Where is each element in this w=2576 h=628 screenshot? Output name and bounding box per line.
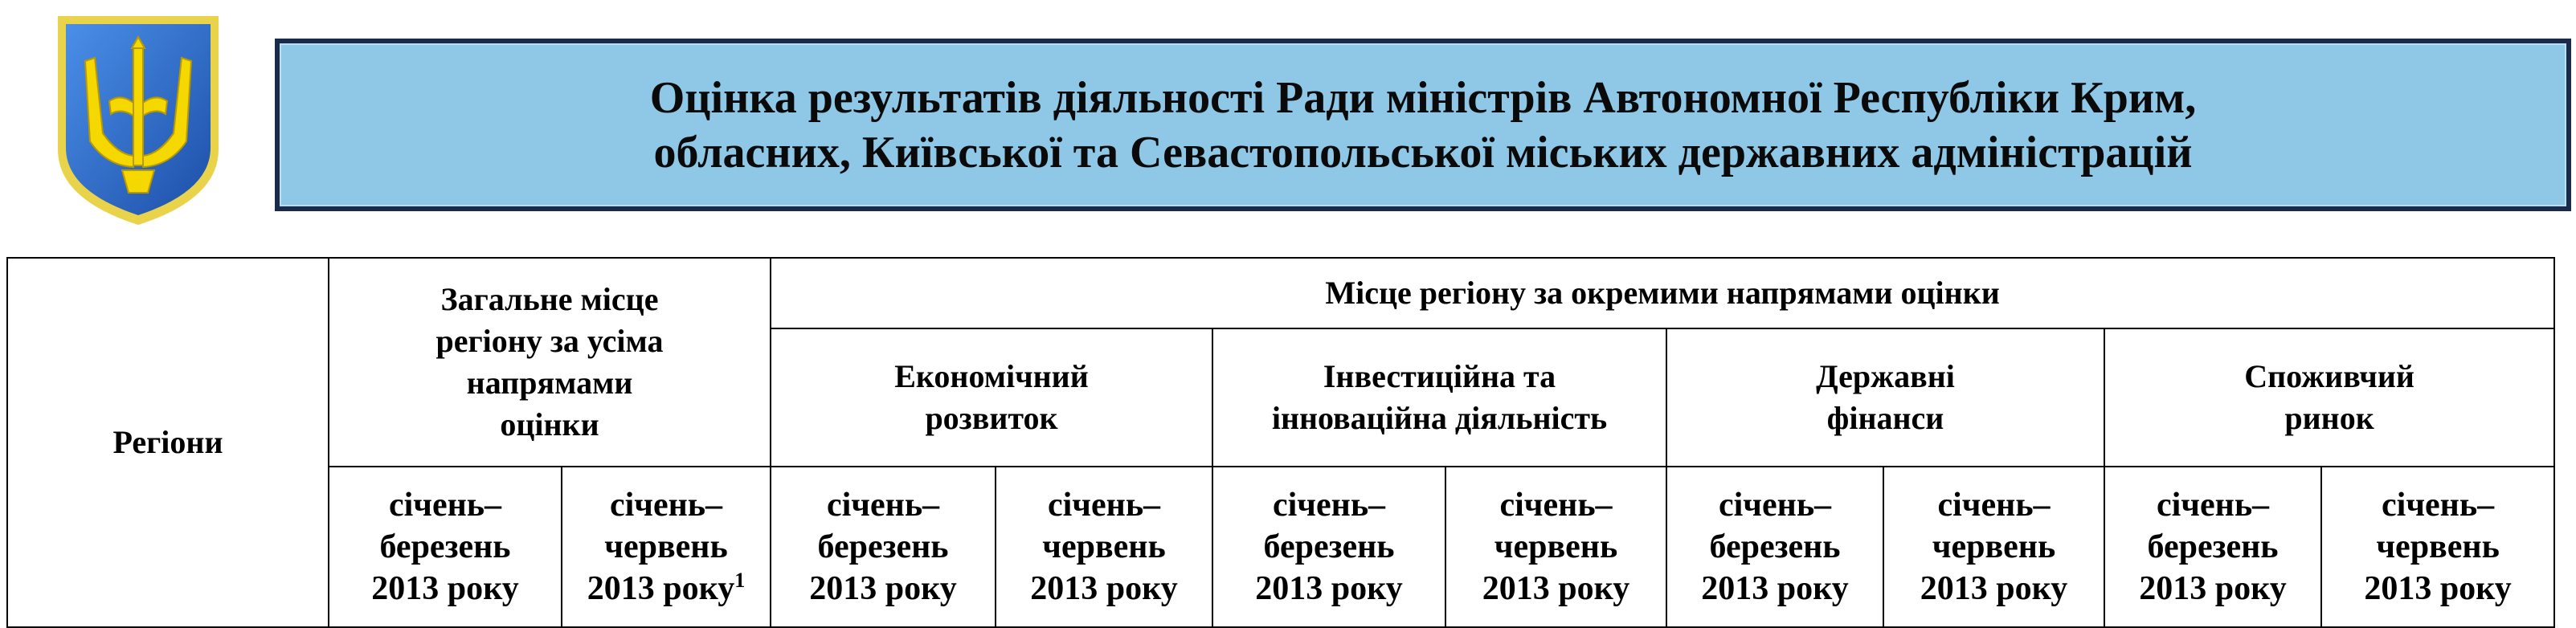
page-title-line-1: Оцінка результатів діяльності Ради міністрів Автономної Республіки Крим, xyxy=(649,72,2197,123)
regions-column-header: Регіони xyxy=(7,258,329,627)
overall-period-h1: січень– червень 2013 року$^1$ xyxy=(562,467,771,627)
consumer-period-q1: січень– березень 2013 року xyxy=(2104,467,2321,627)
investment-period-q1: січень– березень 2013 року xyxy=(1212,467,1445,627)
trident-emblem-icon xyxy=(53,13,223,228)
directions-header: Місце регіону за окремими напрямами оцінки xyxy=(771,258,2554,328)
direction-finance-header: Державні фінанси xyxy=(1666,328,2104,467)
footnote-mark: 1 xyxy=(734,569,746,592)
finance-period-q1: січень– березень 2013 року xyxy=(1666,467,1883,627)
direction-economic-header: Економічний розвиток xyxy=(771,328,1212,467)
economic-period-q1: січень– березень 2013 року xyxy=(771,467,996,627)
page-title xyxy=(650,71,2197,180)
overall-rank-header: Загальне місце регіону за усіма напрямами оцінки xyxy=(329,258,771,467)
title-banner xyxy=(275,39,2571,211)
economic-period-h1: січень– червень 2013 року xyxy=(996,467,1212,627)
overall-period-q1: січень– березень 2013 року xyxy=(329,467,562,627)
page-title-line-2: обласних, Київської та Севастопольської міських державних адміністрацій xyxy=(653,127,2193,177)
consumer-period-h1: січень– червень 2013 року xyxy=(2321,467,2554,627)
direction-investment-header: Інвестиційна та інноваційна діяльність xyxy=(1212,328,1666,467)
investment-period-h1: січень– червень 2013 року xyxy=(1445,467,1666,627)
direction-consumer-market-header: Споживчий ринок xyxy=(2104,328,2554,467)
finance-period-h1: січень– червень 2013 року xyxy=(1883,467,2104,627)
ratings-table-header xyxy=(6,257,2555,628)
